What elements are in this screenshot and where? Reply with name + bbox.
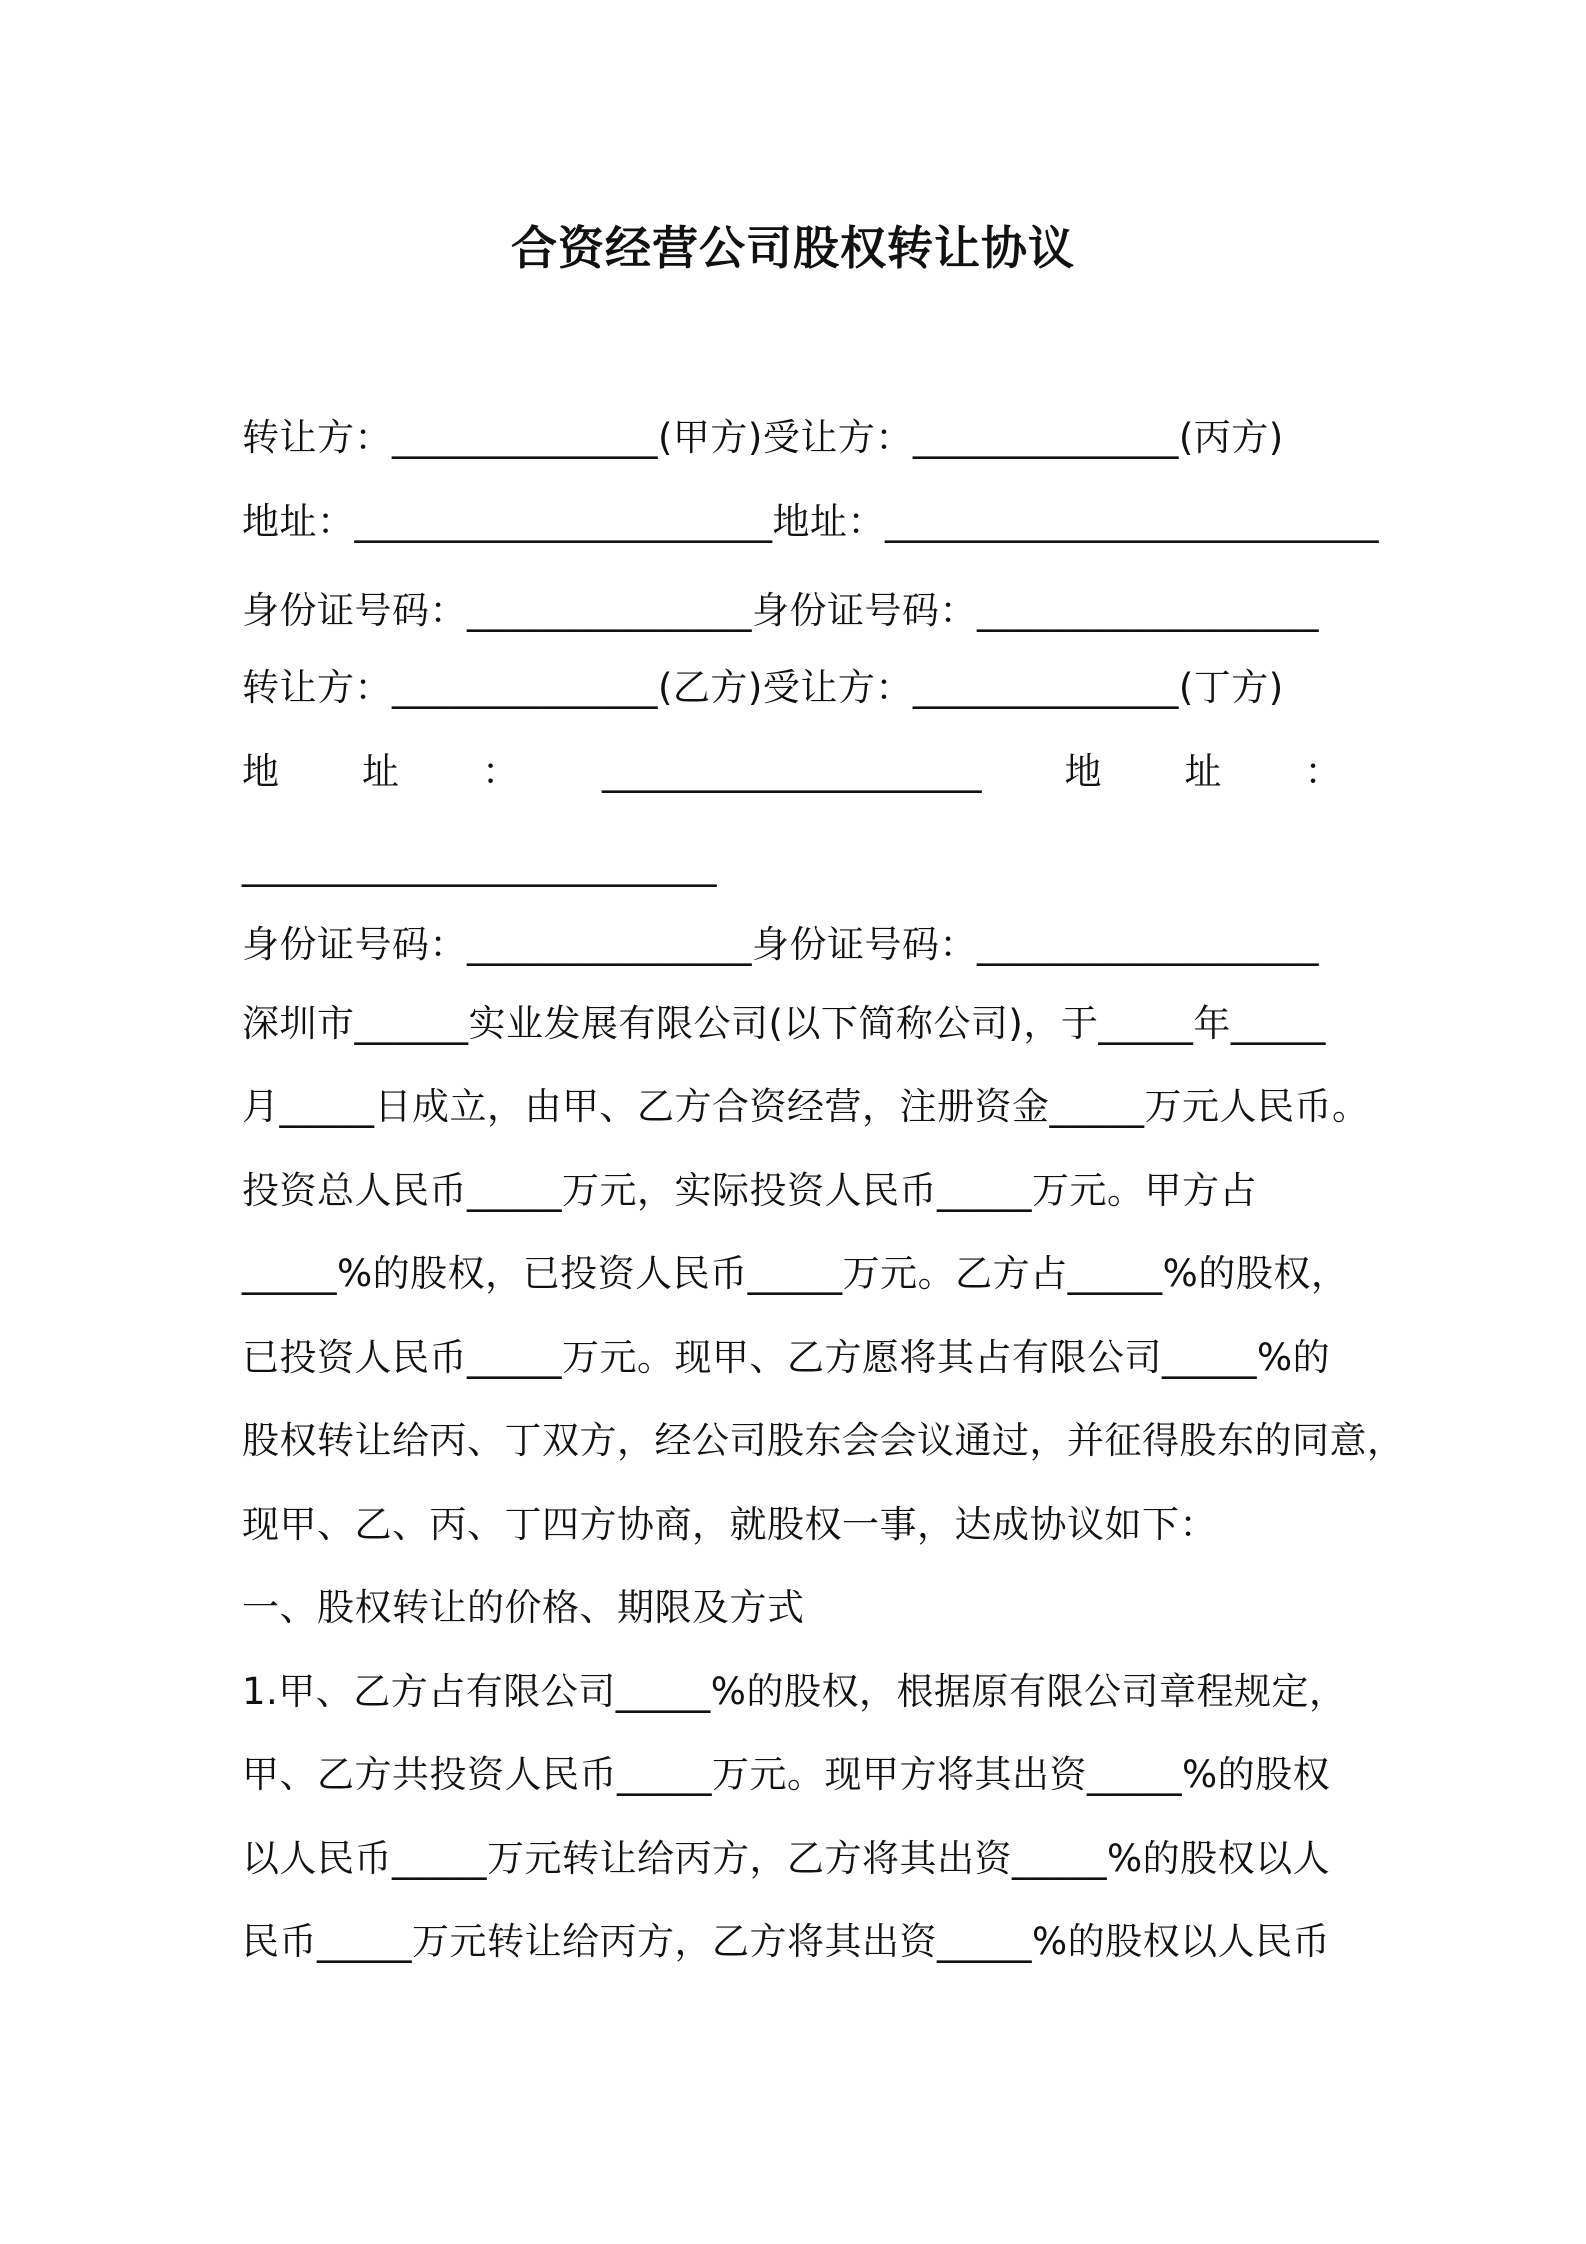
clause-1-line-3: 以人民币_____万元转让给丙方，乙方将其出资_____%的股权以人 (242, 1837, 1331, 1880)
address-blank-line: _________________________ (242, 844, 717, 887)
section-heading-1: 一、股权转让的价格、期限及方式 (242, 1586, 805, 1629)
address-char-2: 址 (362, 750, 400, 793)
clause-1-line-4: 民币_____万元转让给丙方，乙方将其出资_____%的股权以人民币 (242, 1920, 1331, 1963)
party-line-transferor-b: 转让方：______________(乙方)受让方：______________(丁方) (242, 666, 1284, 709)
body-paragraph-line-7: 现甲、乙、丙、丁四方协商，就股权一事，达成协议如下： (242, 1503, 1217, 1546)
body-paragraph-line-2: 月_____日成立，由甲、乙方合资经营，注册资金_____万元人民币。 (242, 1085, 1370, 1128)
address-line-1: 地址：______________________地址：__________________________ (242, 500, 1379, 543)
address-blank: ____________________ (602, 750, 982, 793)
body-paragraph-line-6: 股权转让给丙、丁双方，经公司股东会会议通过，并征得股东的同意， (242, 1419, 1405, 1462)
clause-1-line-2: 甲、乙方共投资人民币_____万元。现甲方将其出资_____%的股权 (242, 1753, 1331, 1796)
body-paragraph-line-1: 深圳市______实业发展有限公司(以下简称公司)，于_____年_____ (242, 1002, 1326, 1045)
address-colon-2: ： (1304, 750, 1342, 793)
address-line-2 (242, 748, 1342, 796)
body-paragraph-line-5: 已投资人民币_____万元。现甲、乙方愿将其占有限公司_____%的 (242, 1336, 1331, 1379)
party-line-transferor-a: 转让方：______________(甲方)受让方：______________(丙方) (242, 416, 1284, 459)
body-paragraph-line-3: 投资总人民币_____万元，实际投资人民币_____万元。甲方占 (242, 1169, 1257, 1212)
address-char-4: 址 (1184, 750, 1222, 793)
clause-1-line-1: 1.甲、乙方占有限公司_____%的股权，根据原有限公司章程规定， (242, 1670, 1347, 1713)
id-number-line-2: 身份证号码：_______________身份证号码：__________________ (242, 923, 1319, 966)
id-number-line-1: 身份证号码：_______________身份证号码：__________________ (242, 589, 1319, 632)
address-colon-1: ： (482, 750, 520, 793)
body-paragraph-line-4: _____%的股权，已投资人民币_____万元。乙方占_____%的股权， (242, 1252, 1349, 1295)
address-char-3: 地 (1064, 750, 1102, 793)
document-title: 合资经营公司股权转让协议 (511, 221, 1075, 275)
address-char-1: 地 (242, 750, 280, 793)
